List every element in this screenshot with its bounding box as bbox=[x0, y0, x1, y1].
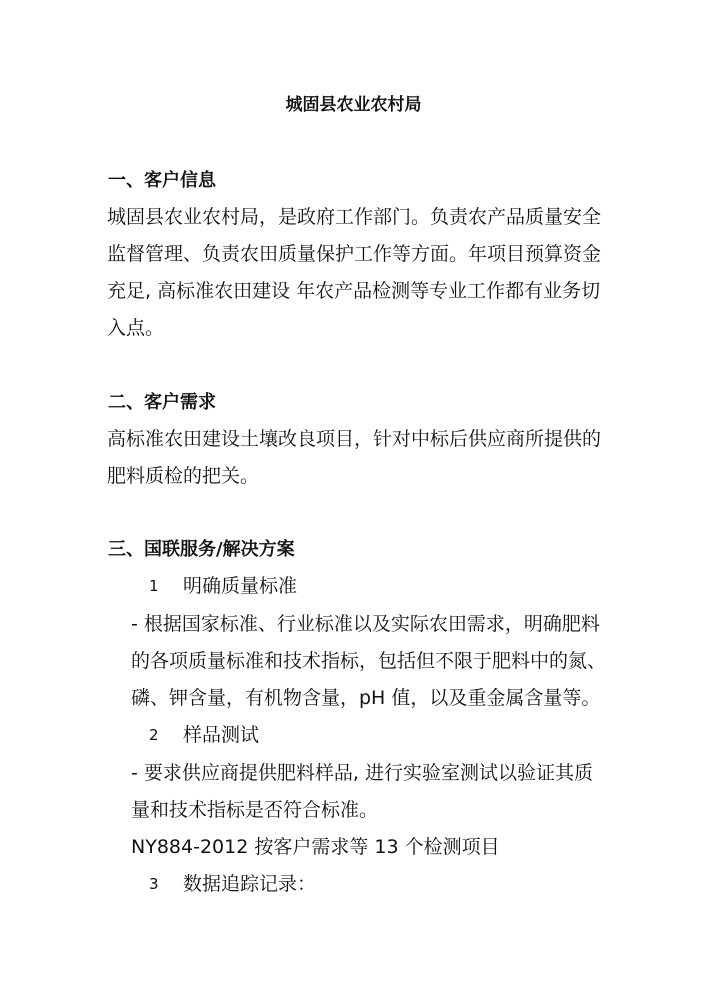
section-heading-customer-info: 一、客户信息 bbox=[108, 170, 216, 191]
paragraph-line: 入点。 bbox=[107, 317, 165, 339]
paragraph-line: 肥料质检的把关。 bbox=[107, 465, 260, 487]
list-item-number: 1 bbox=[149, 577, 159, 595]
list-item-label: 明确质量标准 bbox=[183, 575, 298, 597]
paragraph-line: NY884-2012 按客户需求等 13 个检测项目 bbox=[131, 836, 500, 858]
list-item-label: 数据追踪记录： bbox=[183, 873, 317, 895]
list-item-number: 3 bbox=[149, 875, 159, 893]
list-item-number: 2 bbox=[149, 726, 159, 744]
document-title: 城固县农业农村局 bbox=[285, 95, 422, 115]
section-heading-solution: 三、国联服务/解决方案 bbox=[108, 539, 295, 560]
paragraph-line: - 要求供应商提供肥料样品, 进行实验室测试以验证其质 bbox=[131, 762, 593, 784]
list-item-label: 样品测试 bbox=[183, 724, 260, 746]
paragraph-line: 监督管理、负责农田质量保护工作等方面。年项目预算资金 bbox=[107, 243, 602, 265]
paragraph-line: 城固县农业农村局，是政府工作部门。负责农产品质量安全 bbox=[107, 206, 602, 228]
paragraph-line: 高标准农田建设土壤改良项目，针对中标后供应商所提供的 bbox=[107, 428, 602, 450]
paragraph-line: - 根据国家标准、行业标准以及实际农田需求，明确肥料 bbox=[131, 613, 600, 635]
section-heading-customer-needs: 二、客户需求 bbox=[108, 392, 216, 413]
paragraph-line: 的各项质量标准和技术指标，包括但不限于肥料中的氮、 bbox=[131, 650, 607, 672]
paragraph-line: 磷、钾含量，有机物含量，pH 值，以及重金属含量等。 bbox=[131, 687, 601, 709]
paragraph-line: 充足, 高标准农田建设 年农产品检测等专业工作都有业务切 bbox=[107, 280, 601, 302]
paragraph-line: 量和技术指标是否符合标准。 bbox=[131, 799, 379, 821]
